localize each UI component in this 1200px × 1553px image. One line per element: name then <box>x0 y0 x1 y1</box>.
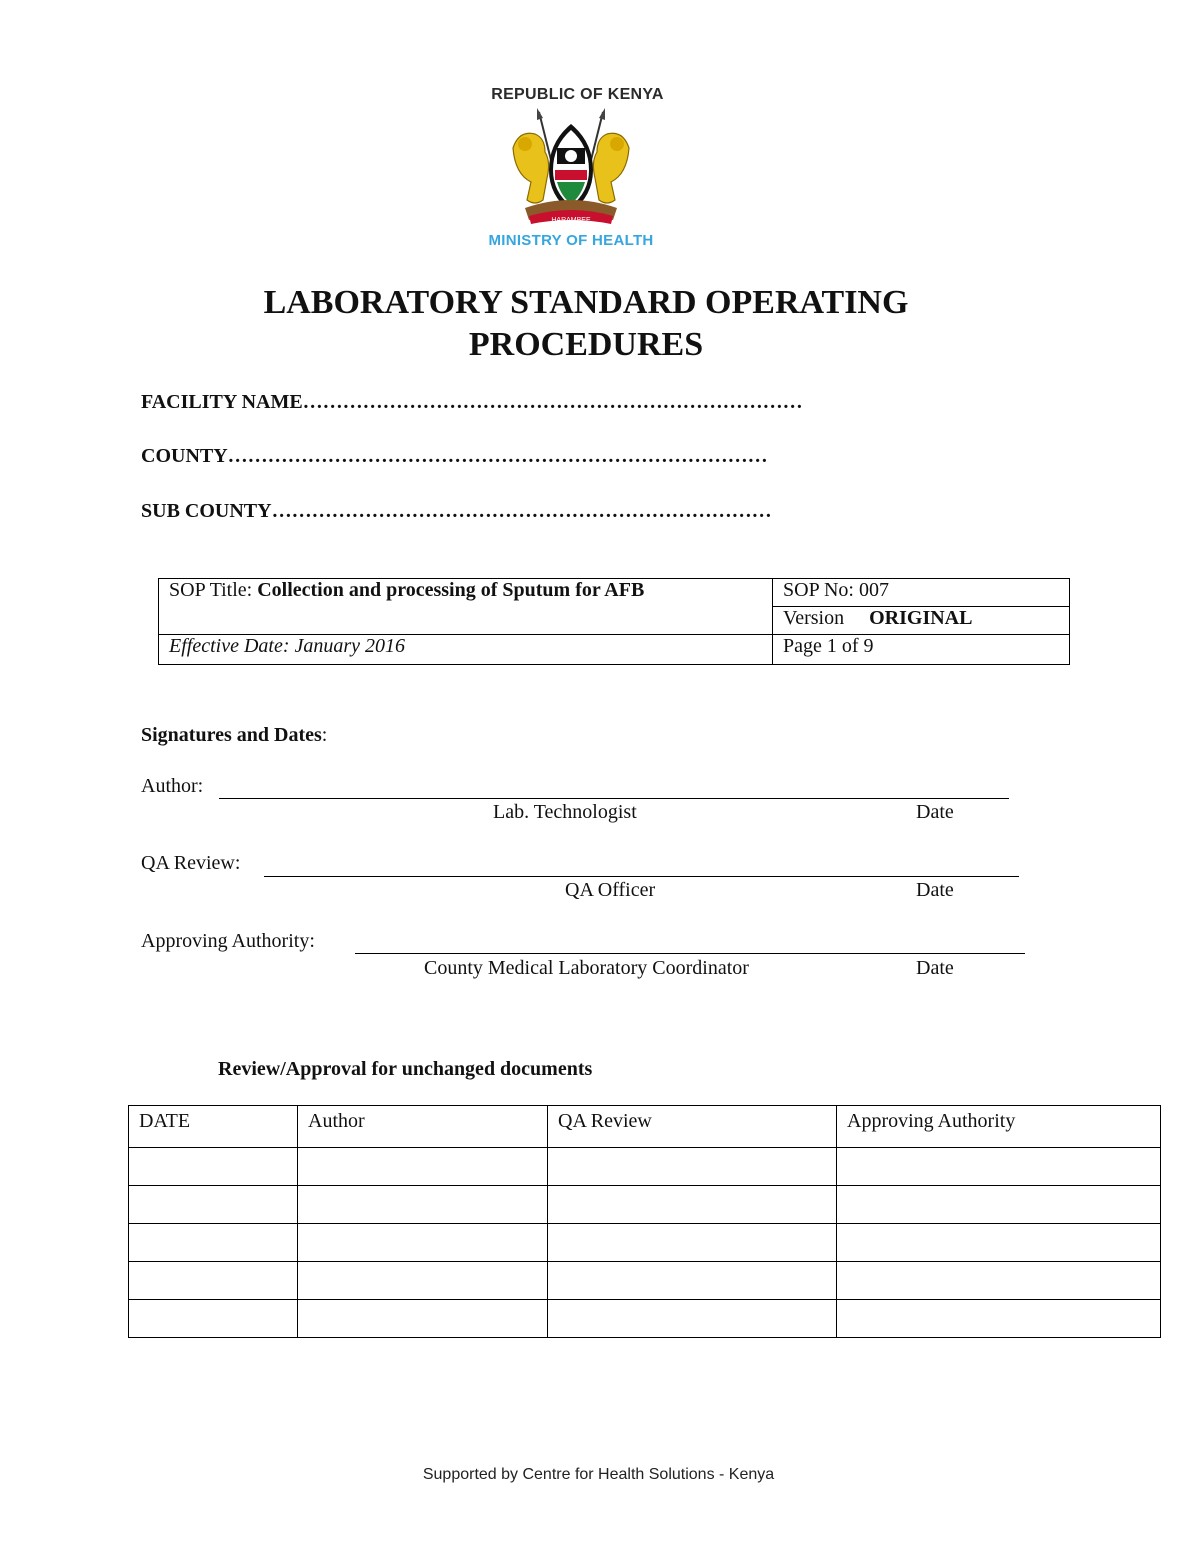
approving-authority-role: County Medical Laboratory Coordinator <box>424 957 749 979</box>
column-header-approving-authority: Approving Authority <box>837 1106 1161 1148</box>
table-cell[interactable] <box>837 1148 1161 1186</box>
qa-review-role: QA Officer <box>565 879 656 901</box>
author-role: Lab. Technologist <box>493 801 637 823</box>
kenya-coat-of-arms-logo <box>505 108 637 232</box>
sub-county-blank: ………………………………………………………………… <box>271 500 772 522</box>
approving-authority-signature-label: Approving Authority: <box>141 930 315 952</box>
table-cell[interactable] <box>298 1186 548 1224</box>
signatures-heading <box>141 724 327 747</box>
sop-effective-date-cell <box>159 635 773 665</box>
document-title-line1: LABORATORY STANDARD OPERATING <box>263 284 909 321</box>
sop-version-value: ORIGINAL <box>869 607 973 629</box>
footer-support-text: Supported by Centre for Health Solutions - Kenya <box>422 1466 775 1483</box>
facility-name-label: FACILITY NAME <box>141 391 303 413</box>
table-cell[interactable] <box>548 1224 837 1262</box>
harambee-motto: HARAMBEE <box>551 217 591 224</box>
table-cell[interactable] <box>548 1186 837 1224</box>
approving-authority-signature-line[interactable] <box>355 953 1025 954</box>
sop-info-table <box>158 578 1070 665</box>
county-label: COUNTY <box>141 445 228 467</box>
table-cell[interactable] <box>837 1262 1161 1300</box>
qa-review-date-label: Date <box>916 879 954 901</box>
table-cell[interactable] <box>129 1148 298 1186</box>
table-cell[interactable] <box>837 1300 1161 1338</box>
sop-version-label: Version <box>783 607 845 629</box>
table-cell[interactable] <box>129 1262 298 1300</box>
qa-review-signature-line[interactable] <box>264 876 1019 877</box>
table-cell[interactable] <box>298 1300 548 1338</box>
column-header-qa-review: QA Review <box>548 1106 837 1148</box>
sop-title-value: Collection and processing of Sputum for AFB <box>257 579 645 601</box>
approving-authority-date-label: Date <box>916 957 954 979</box>
signatures-heading-text: Signatures and Dates <box>141 724 322 746</box>
sop-effective-date: Effective Date: January 2016 <box>169 635 406 657</box>
table-row <box>129 1148 1161 1186</box>
document-title-line2: PROCEDURES <box>468 326 704 363</box>
column-header-date: DATE <box>129 1106 298 1148</box>
table-cell[interactable] <box>548 1148 837 1186</box>
sop-number-cell: SOP No: 007 <box>773 579 1070 607</box>
signatures-heading-colon: : <box>321 724 328 746</box>
sub-county-field <box>141 500 772 523</box>
sop-version-cell <box>773 607 1070 635</box>
table-cell[interactable] <box>129 1186 298 1224</box>
table-row <box>129 1262 1161 1300</box>
facility-name-field <box>141 391 803 414</box>
column-header-author: Author <box>298 1106 548 1148</box>
sop-title-cell <box>159 579 773 635</box>
table-row <box>129 1186 1161 1224</box>
county-field <box>141 445 768 468</box>
table-cell[interactable] <box>298 1262 548 1300</box>
table-cell[interactable] <box>298 1148 548 1186</box>
review-approval-table <box>128 1105 1161 1338</box>
document-title <box>0 282 1172 366</box>
author-signature-label: Author: <box>141 775 204 797</box>
qa-review-signature-label: QA Review: <box>141 852 241 874</box>
sop-page-cell: Page 1 of 9 <box>773 635 1070 665</box>
table-cell[interactable] <box>837 1186 1161 1224</box>
table-cell[interactable] <box>129 1300 298 1338</box>
author-signature-line[interactable] <box>219 798 1009 799</box>
review-approval-heading: Review/Approval for unchanged documents <box>218 1058 593 1080</box>
facility-name-blank: ………………………………………………………………… <box>302 391 803 413</box>
table-cell[interactable] <box>837 1224 1161 1262</box>
ministry-of-health-text: MINISTRY OF HEALTH <box>488 232 654 249</box>
sop-title-prefix: SOP Title: <box>169 579 258 601</box>
sub-county-label: SUB COUNTY <box>141 500 272 522</box>
table-cell[interactable] <box>548 1300 837 1338</box>
county-blank: ……………………………………………………………………… <box>227 445 768 467</box>
table-row <box>129 1300 1161 1338</box>
table-cell[interactable] <box>129 1224 298 1262</box>
table-row <box>129 1224 1161 1262</box>
author-date-label: Date <box>916 801 954 823</box>
table-cell[interactable] <box>298 1224 548 1262</box>
table-cell[interactable] <box>548 1262 837 1300</box>
review-table-header-row <box>129 1106 1161 1148</box>
republic-of-kenya-text: REPUBLIC OF KENYA <box>491 86 664 103</box>
